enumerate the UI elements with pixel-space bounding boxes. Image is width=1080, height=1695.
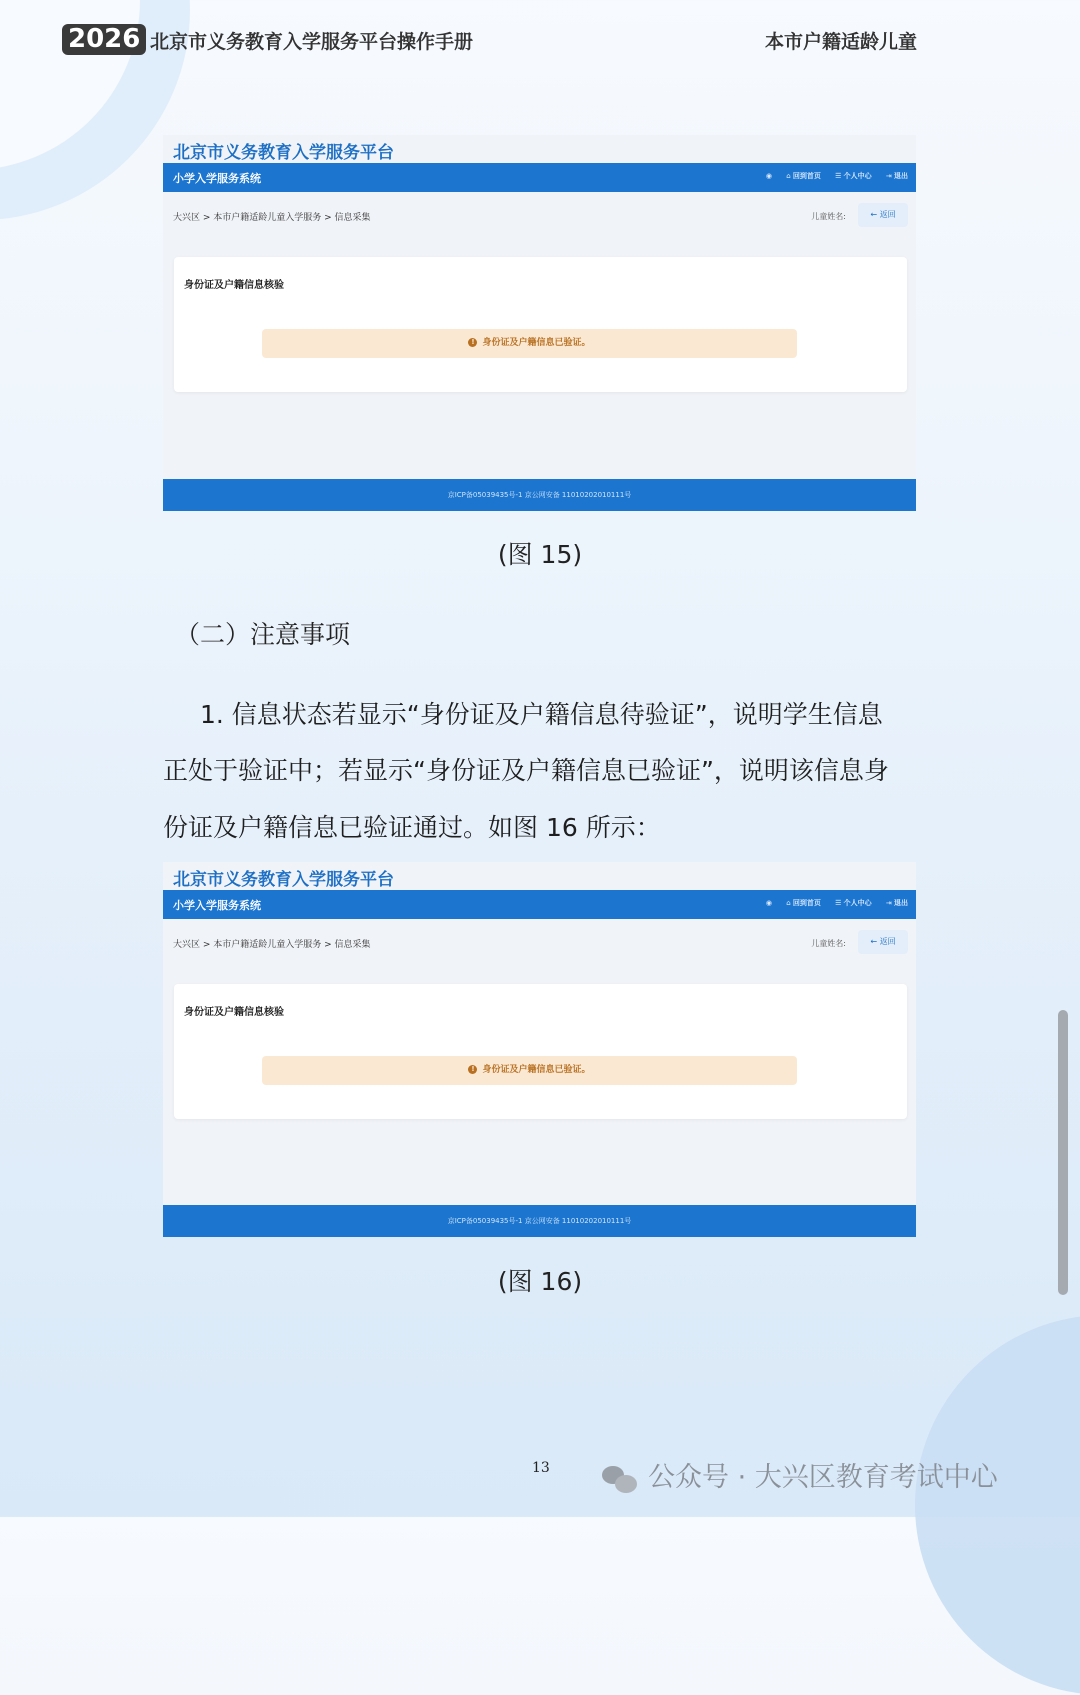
site-footer: 京ICP备05039435号-1 京公网安备 11010202010111号 bbox=[163, 1205, 916, 1237]
child-name-label: 儿童姓名: bbox=[811, 212, 846, 221]
info-icon: ! bbox=[468, 1065, 477, 1074]
decor-circle-bottom bbox=[915, 1315, 1080, 1695]
page-header bbox=[62, 24, 922, 58]
card-title: 身份证及户籍信息核验 bbox=[184, 1007, 284, 1018]
figure-16-screenshot bbox=[163, 862, 916, 1237]
system-banner bbox=[163, 163, 916, 192]
verification-card bbox=[174, 257, 907, 392]
paragraph-line: 1. 信息状态若显示“身份证及户籍信息待验证”，说明学生信息 bbox=[200, 700, 883, 729]
logout-icon[interactable]: ⇥ 退出 bbox=[885, 899, 908, 907]
info-icon: ! bbox=[468, 338, 477, 347]
paragraph-line: 份证及户籍信息已验证通过。如图 16 所示： bbox=[163, 813, 661, 842]
document-title: 北京市义务教育入学服务平台操作手册 bbox=[150, 31, 474, 53]
notice-text: 身份证及户籍信息已验证。 bbox=[482, 1065, 591, 1075]
arrow-left-icon: ← bbox=[870, 210, 880, 219]
wechat-icon bbox=[602, 1464, 638, 1494]
system-name: 小学入学服务系统 bbox=[173, 899, 261, 912]
back-label: 返回 bbox=[879, 210, 896, 219]
figure-16-caption: (图 16) bbox=[497, 1267, 583, 1296]
user-icon[interactable]: ◉ bbox=[765, 172, 773, 180]
back-label: 返回 bbox=[879, 937, 896, 946]
list-icon[interactable]: ☰ 个人中心 bbox=[835, 899, 872, 907]
nav-profile[interactable]: 个人中心 bbox=[843, 172, 872, 180]
watermark-text: 公众号 · 大兴区教育考试中心 bbox=[648, 1462, 998, 1493]
nav-home[interactable]: 回到首页 bbox=[792, 899, 821, 907]
year-badge: 2026 bbox=[62, 24, 146, 55]
verified-notice bbox=[262, 329, 797, 358]
paragraph-line: 正处于验证中；若显示“身份证及户籍信息已验证”，说明该信息身 bbox=[163, 756, 889, 785]
home-icon[interactable]: ⌂ 回到首页 bbox=[786, 172, 821, 180]
platform-title: 北京市义务教育入学服务平台 bbox=[173, 870, 394, 890]
document-section: 本市户籍适龄儿童 bbox=[764, 31, 917, 53]
nav-logout[interactable]: 退出 bbox=[894, 899, 908, 907]
section-heading: （二）注意事项 bbox=[175, 620, 351, 649]
logout-icon[interactable]: ⇥ 退出 bbox=[885, 172, 908, 180]
user-icon[interactable]: ◉ bbox=[765, 899, 773, 907]
child-name-label: 儿童姓名: bbox=[811, 939, 846, 948]
page-number: 13 bbox=[532, 1460, 550, 1476]
card-title: 身份证及户籍信息核验 bbox=[184, 280, 284, 291]
figure-15-screenshot bbox=[163, 135, 916, 511]
figure-15-caption: (图 15) bbox=[497, 540, 583, 569]
back-button[interactable] bbox=[858, 930, 908, 954]
top-nav bbox=[754, 898, 908, 908]
verification-card bbox=[174, 984, 907, 1119]
breadcrumb: 大兴区 > 本市户籍适龄儿童入学服务 > 信息采集 bbox=[173, 213, 371, 223]
nav-profile[interactable]: 个人中心 bbox=[843, 899, 872, 907]
scrollbar[interactable] bbox=[1058, 1010, 1068, 1295]
back-button[interactable] bbox=[858, 203, 908, 227]
top-nav bbox=[754, 171, 908, 181]
arrow-left-icon: ← bbox=[870, 937, 880, 946]
wechat-watermark bbox=[602, 1455, 998, 1494]
site-footer: 京ICP备05039435号-1 京公网安备 11010202010111号 bbox=[163, 479, 916, 511]
notice-text: 身份证及户籍信息已验证。 bbox=[482, 338, 591, 348]
nav-home[interactable]: 回到首页 bbox=[792, 172, 821, 180]
list-icon[interactable]: ☰ 个人中心 bbox=[835, 172, 872, 180]
verified-notice bbox=[262, 1056, 797, 1085]
platform-title: 北京市义务教育入学服务平台 bbox=[173, 143, 394, 163]
system-banner bbox=[163, 890, 916, 919]
home-icon[interactable]: ⌂ 回到首页 bbox=[786, 899, 821, 907]
nav-logout[interactable]: 退出 bbox=[894, 172, 908, 180]
breadcrumb: 大兴区 > 本市户籍适龄儿童入学服务 > 信息采集 bbox=[173, 940, 371, 950]
system-name: 小学入学服务系统 bbox=[173, 172, 261, 185]
